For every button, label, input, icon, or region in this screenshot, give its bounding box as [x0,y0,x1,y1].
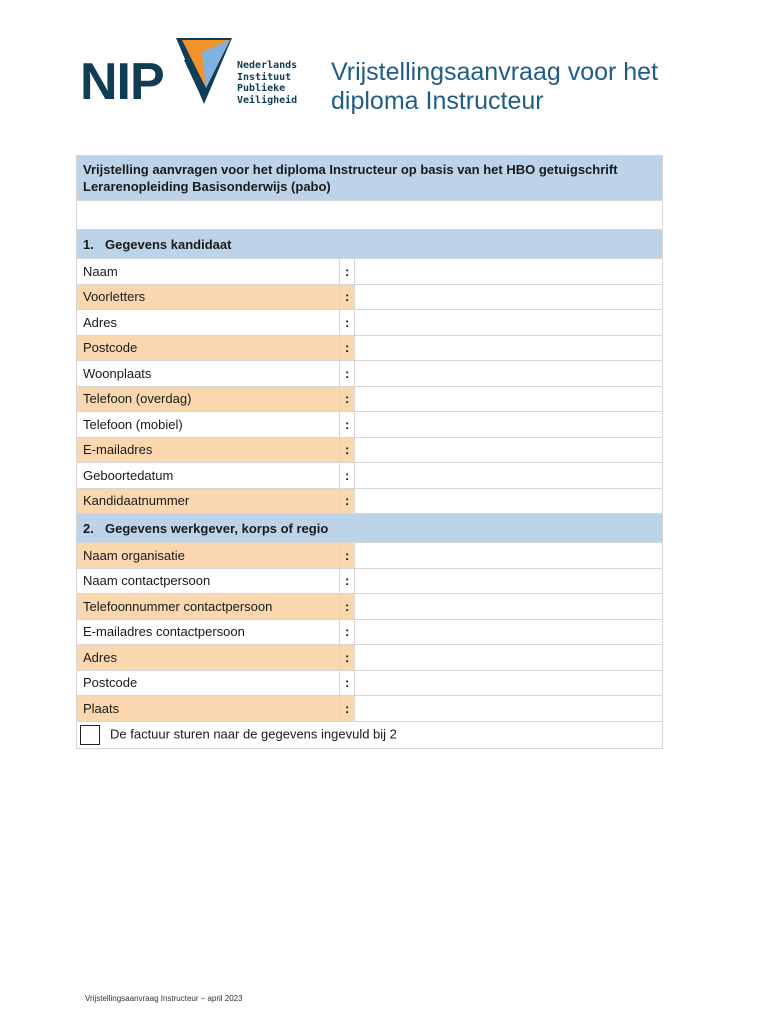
form-field-row [77,259,663,285]
field-separator: : [340,488,355,514]
field-input[interactable] [355,645,663,671]
field-label: E-mailadres contactpersoon [77,619,340,645]
form-field-row [77,645,663,671]
field-input[interactable] [355,284,663,310]
field-label: Adres [77,310,340,336]
field-separator: : [340,412,355,438]
logo-subtitle: Nederlands Instituut Publieke Veiligheid [237,60,298,106]
field-separator: : [340,386,355,412]
spacer-row [77,201,663,230]
field-input[interactable] [355,568,663,594]
form-field-row [77,594,663,620]
field-input[interactable] [355,696,663,722]
form-field-row [77,284,663,310]
form-field-row [77,361,663,387]
field-input[interactable] [355,463,663,489]
field-input[interactable] [355,437,663,463]
page-footer: Vrijstellingsaanvraag Instructeur – april 2023 [85,994,243,1003]
field-label: Kandidaatnummer [77,488,340,514]
field-label: Telefoonnummer contactpersoon [77,594,340,620]
section-number: 2. [83,520,94,536]
application-form [76,155,663,749]
intro-row [77,156,663,201]
section-1-header [77,230,663,259]
field-separator: : [340,335,355,361]
field-separator: : [340,670,355,696]
invoice-checkbox-label: De factuur sturen naar de gegevens ingevuld bij 2 [110,725,397,741]
section-title: Gegevens kandidaat [105,236,232,252]
field-separator: : [340,619,355,645]
logo-triangle-v-icon [176,38,234,106]
form-field-row [77,488,663,514]
form-field-row [77,335,663,361]
field-input[interactable] [355,488,663,514]
field-separator: : [340,645,355,671]
section-2-header [77,514,663,543]
form-field-row [77,670,663,696]
field-label: Naam [77,259,340,285]
field-input[interactable] [355,386,663,412]
field-label: Telefoon (overdag) [77,386,340,412]
field-label: Plaats [77,696,340,722]
field-input[interactable] [355,619,663,645]
field-separator: : [340,259,355,285]
invoice-row [77,721,663,748]
field-separator: : [340,543,355,569]
intro-text: Vrijstelling aanvragen voor het diploma Instructeur op basis van het HBO getuigschrift Lerarenopleiding Basisonderwijs (pabo) [77,156,663,201]
field-label: Adres [77,645,340,671]
field-label: Postcode [77,335,340,361]
field-separator: : [340,463,355,489]
form-field-row [77,437,663,463]
field-separator: : [340,594,355,620]
section-number: 1. [83,236,94,252]
field-label: Postcode [77,670,340,696]
field-separator: : [340,310,355,336]
form-field-row [77,310,663,336]
field-separator: : [340,437,355,463]
field-label: Woonplaats [77,361,340,387]
form-field-row [77,696,663,722]
field-input[interactable] [355,361,663,387]
field-input[interactable] [355,412,663,438]
field-separator: : [340,696,355,722]
field-input[interactable] [355,594,663,620]
form-field-row [77,463,663,489]
field-input[interactable] [355,543,663,569]
field-separator: : [340,568,355,594]
document-title: Vrijstellingsaanvraag voor het diploma Instructeur [331,58,659,115]
field-input[interactable] [355,259,663,285]
nipv-logo [80,38,310,111]
field-label: Voorletters [77,284,340,310]
field-label: Naam contactpersoon [77,568,340,594]
field-label: E-mailadres [77,437,340,463]
section-title: Gegevens werkgever, korps of regio [105,520,329,536]
form-field-row [77,543,663,569]
logo-wordmark: NIP [80,53,164,111]
field-label: Naam organisatie [77,543,340,569]
field-input[interactable] [355,670,663,696]
form-field-row [77,412,663,438]
form-field-row [77,619,663,645]
field-input[interactable] [355,310,663,336]
field-separator: : [340,284,355,310]
invoice-checkbox[interactable] [80,725,100,745]
field-input[interactable] [355,335,663,361]
form-field-row [77,568,663,594]
field-separator: : [340,361,355,387]
field-label: Telefoon (mobiel) [77,412,340,438]
field-label: Geboortedatum [77,463,340,489]
form-field-row [77,386,663,412]
